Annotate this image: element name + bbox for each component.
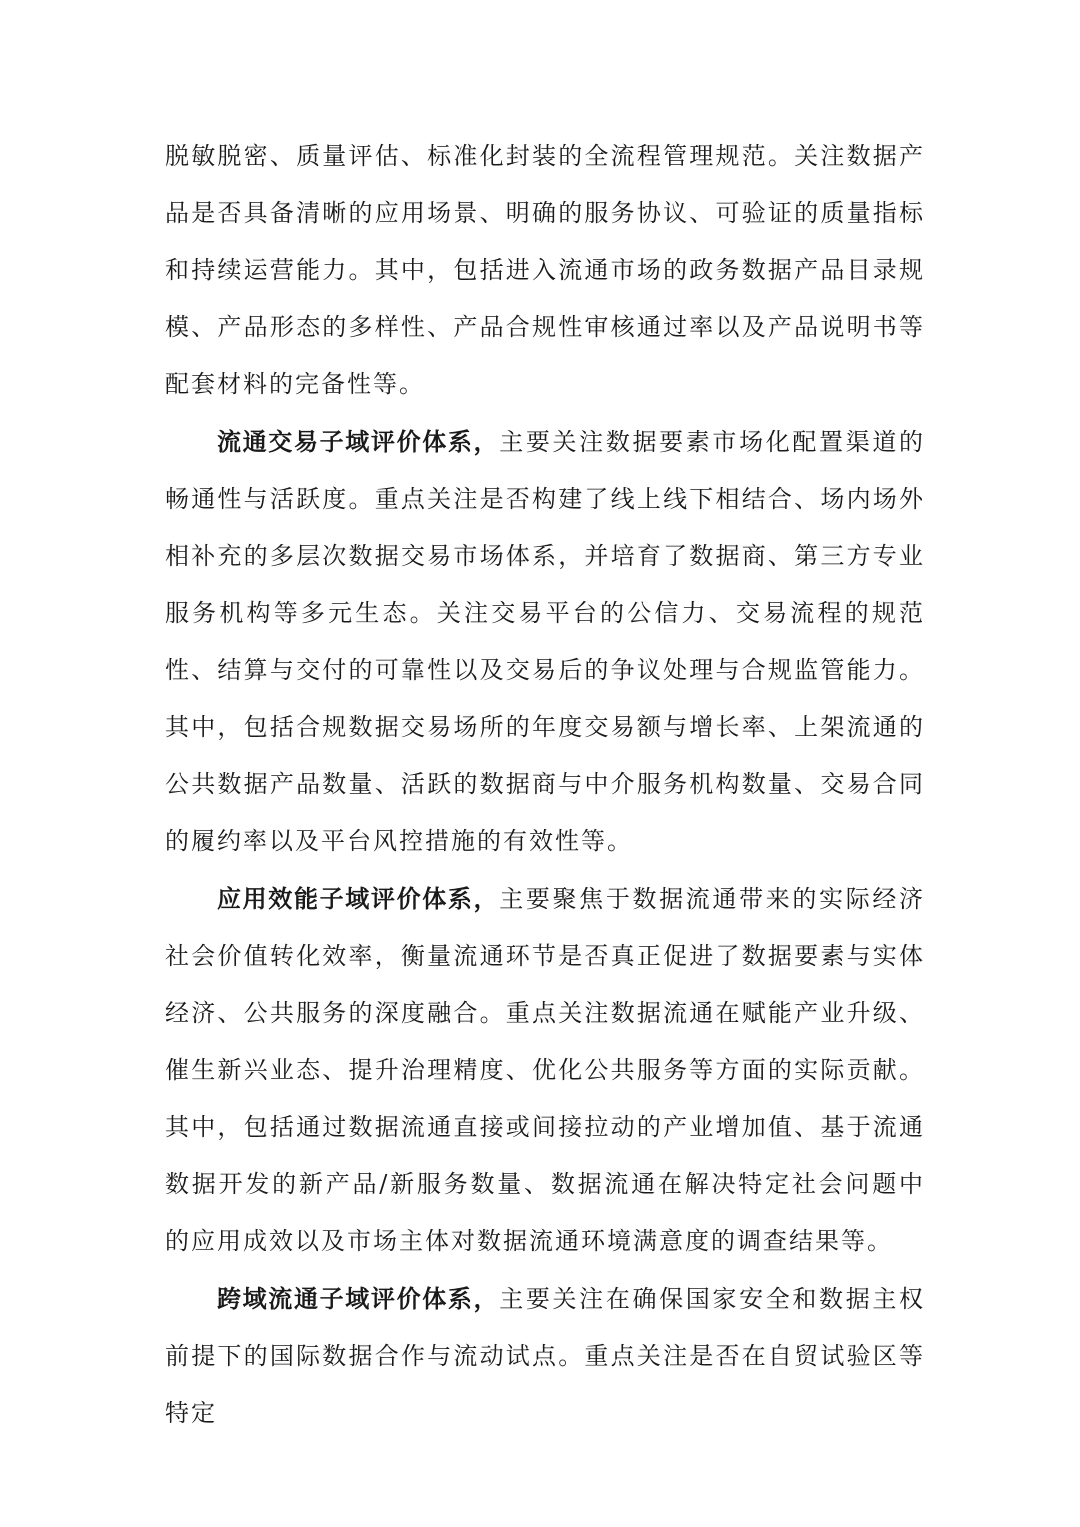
paragraph-data-products bbox=[165, 128, 925, 413]
paragraph-text: 主要关注在确保国家安全和数据主权前提下的国际数据合作与流动试点。重点关注是否在自贸试验区等特定 bbox=[165, 1285, 926, 1427]
paragraph-text: 主要关注数据要素市场化配置渠道的畅通性与活跃度。重点关注是否构建了线上线下相结合、场内场外相补充的多层次数据交易市场体系，并培育了数据商、第三方专业服务机构等多元生态。关注交易平台的公信力、交易流程的规范性、结算与交付的可靠性以及交易后的争议处理与合规监管能力。其中，包括合规数据交易场所的年度交易额与增长率、上架流通的公共数据产品数量、活跃的数据商与中介服务机构数量、交易合同的履约率以及平台风控措施的有效性等。 bbox=[165, 428, 926, 855]
paragraph-heading: 跨域流通子域评价体系， bbox=[217, 1284, 500, 1313]
document-body bbox=[165, 128, 925, 1442]
paragraph-crossborder-subdomain bbox=[165, 1270, 925, 1442]
paragraph-application-subdomain bbox=[165, 870, 925, 1270]
paragraph-trading-subdomain bbox=[165, 413, 925, 870]
paragraph-text: 主要聚焦于数据流通带来的实际经济社会价值转化效率，衡量流通环节是否真正促进了数据要素与实体经济、公共服务的深度融合。重点关注数据流通在赋能产业升级、催生新兴业态、提升治理精度、优化公共服务等方面的实际贡献。其中，包括通过数据流通直接或间接拉动的产业增加值、基于流通数据开发的新产品/新服务数量、数据流通在解决特定社会问题中的应用成效以及市场主体对数据流通环境满意度的调查结果等。 bbox=[165, 885, 926, 1255]
paragraph-heading: 流通交易子域评价体系， bbox=[217, 427, 500, 456]
paragraph-text: 脱敏脱密、质量评估、标准化封装的全流程管理规范。关注数据产品是否具备清晰的应用场景、明确的服务协议、可验证的质量指标和持续运营能力。其中，包括进入流通市场的政务数据产品目录规模、产品形态的多样性、产品合规性审核通过率以及产品说明书等配套材料的完备性等。 bbox=[165, 142, 925, 398]
paragraph-heading: 应用效能子域评价体系， bbox=[217, 884, 500, 913]
